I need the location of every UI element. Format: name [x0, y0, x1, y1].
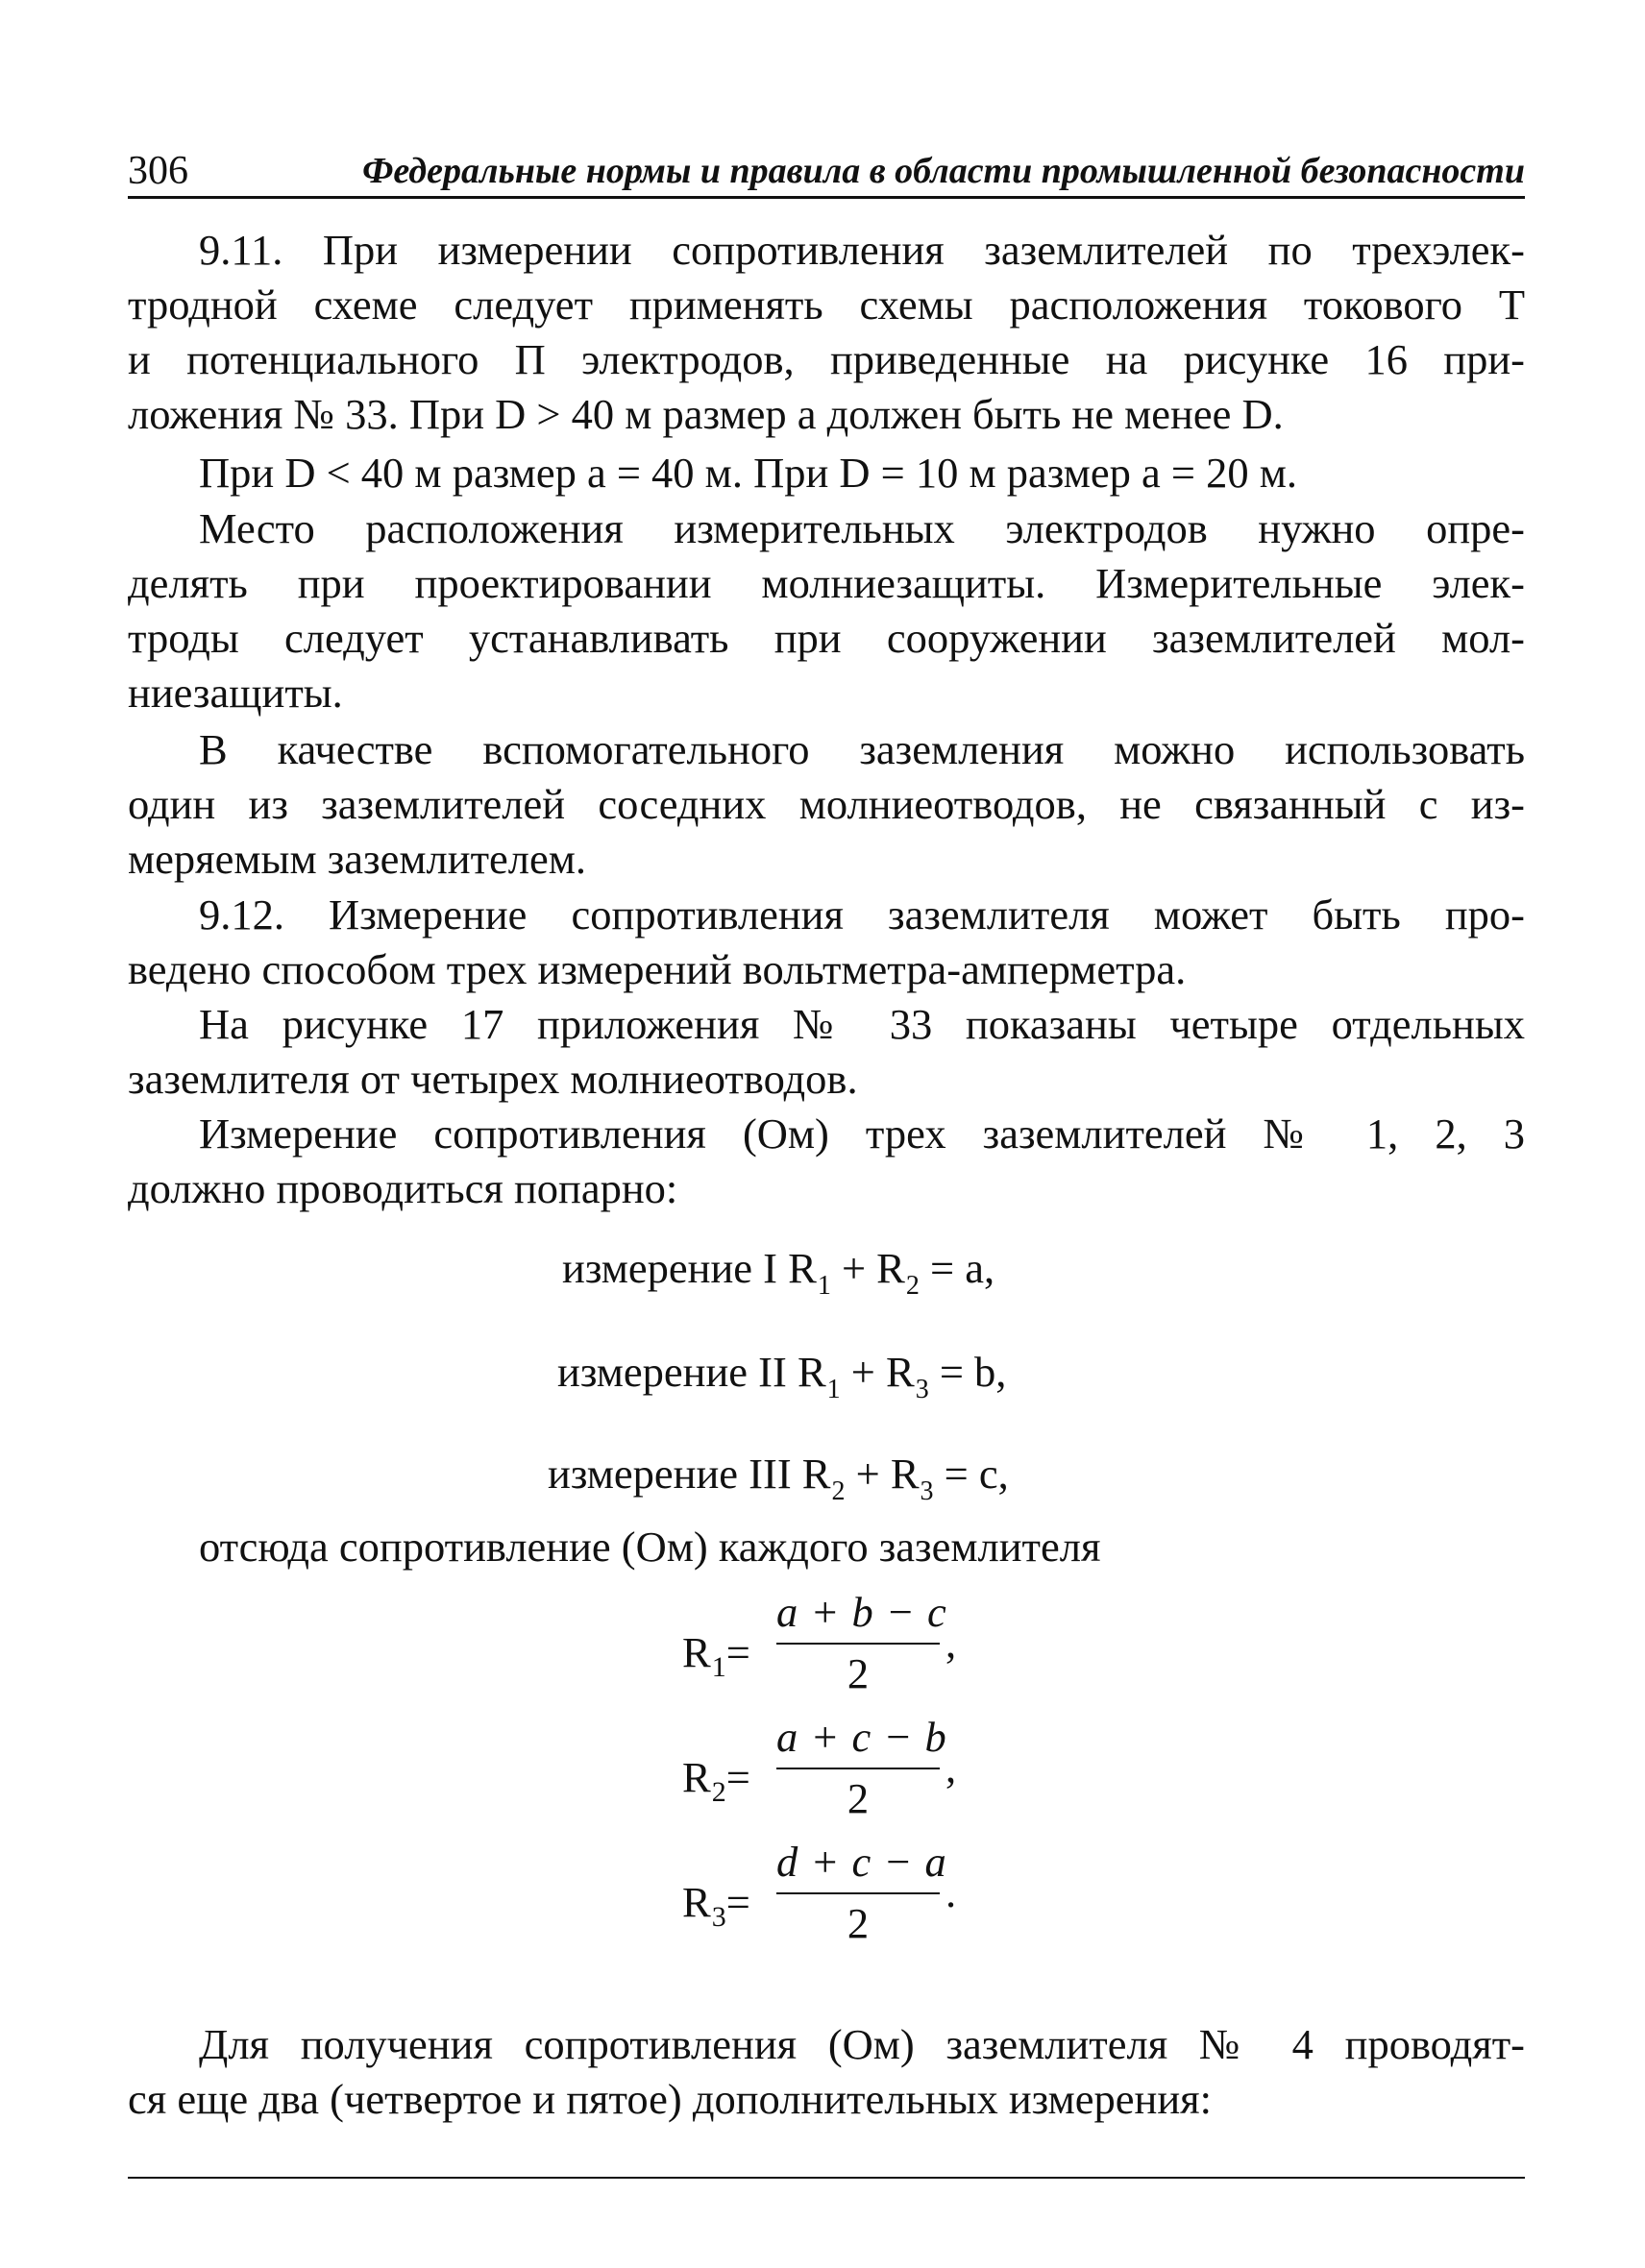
resistance-subscript: 3 — [711, 1901, 726, 1933]
text-line: один из заземлителей соседних молниеотводов, не связанный с из- — [128, 780, 1525, 828]
fraction-numerator: a + c − b — [776, 1713, 947, 1761]
fraction-lhs — [682, 1875, 750, 1935]
resistance-symbol: R — [797, 1348, 826, 1396]
text-line: Измерение сопротивления (Ом) трех заземлителей № 1, 2, 3 — [199, 1110, 1525, 1158]
paragraph-distance-rule — [128, 446, 1525, 500]
text-line: 9.11. При измерении сопротивления заземлителей по трехэлек- — [199, 226, 1525, 274]
fraction — [776, 1837, 947, 1948]
fraction-r1 — [682, 1587, 990, 1700]
running-title: Федеральные нормы и правила в области промышленной безопасности — [362, 151, 1525, 191]
measurement-label: измерение II — [557, 1348, 787, 1396]
resistance-subscript: 3 — [920, 1476, 934, 1506]
measurement-label: измерение I — [562, 1244, 777, 1292]
fraction-bar — [776, 1892, 940, 1894]
formula-result: = a, — [929, 1244, 995, 1292]
text-line: тродной схеме следует применять схемы расположения токового Т — [128, 280, 1525, 329]
measurement-formula-1 — [562, 1241, 994, 1302]
fraction-numerator: d + c − a — [776, 1838, 947, 1886]
equals-sign: = — [725, 1753, 750, 1801]
measurement-label: измерение III — [548, 1450, 792, 1498]
fraction-numerator: a + b − c — [776, 1588, 947, 1636]
equals-sign: = — [725, 1628, 750, 1676]
resistance-subscript: 1 — [817, 1271, 831, 1301]
fraction — [776, 1712, 947, 1823]
paragraph-auxiliary-grounding — [128, 722, 1525, 887]
fraction-bar — [776, 1768, 940, 1769]
resistance-subscript: 1 — [826, 1375, 841, 1404]
text-line: ведено способом трех измерений вольтметра-амперметра. — [128, 945, 1187, 993]
text-line: троды следует устанавливать при сооружении заземлителей мол- — [128, 614, 1525, 662]
resistance-symbol: R — [876, 1244, 905, 1292]
fraction-lhs — [682, 1625, 750, 1685]
plus-sign: + — [841, 1244, 867, 1292]
resistance-subscript: 2 — [905, 1271, 920, 1301]
fraction-r3 — [682, 1837, 990, 1950]
text-line: должно проводиться попарно: — [128, 1164, 678, 1212]
fraction-r2 — [682, 1712, 990, 1825]
fraction-denominator: 2 — [847, 1774, 870, 1822]
measurement-formula-3 — [548, 1447, 1009, 1507]
text-line: Место расположения измерительных электродов нужно опре- — [199, 504, 1525, 552]
resistance-symbol: R — [886, 1348, 915, 1396]
text-line: ся еще два (четвертое и пятое) дополнительных измерения: — [128, 2075, 1212, 2123]
text-line: Для получения сопротивления (Ом) заземлителя № 4 проводят- — [199, 2020, 1525, 2068]
paragraph-pairwise-measurement — [128, 1107, 1525, 1216]
text-line: 9.12. Измерение сопротивления заземлителя может быть про- — [199, 890, 1525, 939]
fraction-punctuation: , — [945, 1744, 957, 1792]
resistance-symbol: R — [682, 1628, 711, 1676]
paragraph-grounder-4 — [128, 2017, 1525, 2127]
formula-result: = b, — [939, 1348, 1007, 1396]
resistance-symbol: R — [682, 1878, 711, 1926]
page-number: 306 — [128, 149, 188, 193]
text-line: делять при проектировании молниезащиты. Измерительные элек- — [128, 559, 1525, 607]
page-header — [128, 146, 1525, 199]
paragraph-figure-17 — [128, 997, 1525, 1107]
resistance-symbol: R — [801, 1450, 831, 1498]
paragraph-electrode-location — [128, 501, 1525, 720]
paragraph-9-12 — [128, 888, 1525, 997]
text-line: заземлителя от четырех молниеотводов. — [128, 1055, 858, 1103]
text-line: и потенциального П электродов, приведенные на рисунке 16 при- — [128, 335, 1525, 383]
resistance-symbol: R — [682, 1753, 711, 1801]
formula-result: = c, — [944, 1450, 1009, 1498]
text-line: ложения № 33. При D > 40 м размер a должен быть не менее D. — [128, 390, 1284, 438]
text-line: ниезащиты. — [128, 669, 343, 717]
equals-sign: = — [725, 1878, 750, 1926]
resistance-subscript: 2 — [711, 1776, 726, 1808]
resistance-subscript: 3 — [915, 1375, 929, 1404]
text-line: На рисунке 17 приложения № 33 показаны четыре отдельных — [199, 1000, 1525, 1048]
fraction-punctuation: . — [945, 1868, 957, 1916]
hence-text: отсюда сопротивление (Ом) каждого заземлителя — [199, 1523, 1101, 1571]
fraction-lhs — [682, 1750, 750, 1810]
plus-sign: + — [850, 1348, 875, 1396]
resistance-subscript: 1 — [711, 1651, 726, 1683]
fraction-bar — [776, 1643, 940, 1645]
paragraph-9-11 — [128, 223, 1525, 442]
fraction — [776, 1587, 947, 1698]
fraction-denominator: 2 — [847, 1649, 870, 1697]
resistance-symbol: R — [788, 1244, 817, 1292]
footer-rule — [128, 2177, 1525, 2179]
text-line: В качестве вспомогательного заземления можно использовать — [199, 725, 1525, 773]
text-line: При D < 40 м размер а = 40 м. При D = 10 м размер а = 20 м. — [199, 449, 1298, 497]
fraction-punctuation: , — [945, 1619, 957, 1667]
measurement-formula-2 — [557, 1345, 1006, 1405]
resistance-symbol: R — [890, 1450, 920, 1498]
plus-sign: + — [855, 1450, 880, 1498]
text-line: меряемым заземлителем. — [128, 835, 587, 883]
hence-line — [199, 1520, 1100, 1574]
fraction-denominator: 2 — [847, 1899, 870, 1947]
resistance-subscript: 2 — [831, 1476, 846, 1506]
